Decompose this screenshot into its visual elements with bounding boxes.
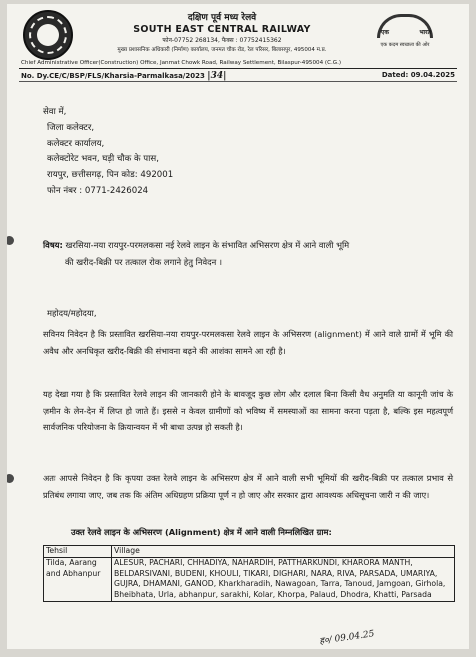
addressee-line: सेवा में, bbox=[43, 107, 67, 117]
header-divider bbox=[19, 68, 457, 69]
reference-text: No. Dy.CE/C/BSP/FLS/Kharsia-Parmalkasa/2023 bbox=[21, 72, 205, 80]
handwritten-signature: ह०/ 09.04.25 bbox=[318, 629, 376, 647]
subject-line: खरसिया-नया रायपुर-परमलकसा नई रेलवे लाइन के संभावित अभिसरण क्षेत्र में आने वाली भूमि bbox=[62, 240, 350, 250]
column-header-village: Village bbox=[112, 546, 455, 558]
logo-word-right: भारत bbox=[419, 29, 431, 36]
punch-hole bbox=[7, 474, 14, 483]
phone-fax-line: फोन-07752 268134, फैक्स : 07752415362 bbox=[162, 37, 282, 44]
table-header-row bbox=[44, 546, 455, 558]
reference-number bbox=[21, 71, 226, 81]
table-row bbox=[44, 557, 455, 601]
addressee-phone: फोन नंबर : 0771-2426024 bbox=[47, 185, 149, 196]
body-paragraph: यह देखा गया है कि प्रस्तावित रेलवे लाइन की जानकारी होने के बावजूद कुछ लोग और दलाल बिना किसी वैध अनुमति या कानूनी जांच के ज़मीन के लेन-देन में लिप्त हो जाते हैं। इससे न केवल ग्रामीणों को भविष्य में समस्याओं का सामना करना पड़ता है, बल्कि इस महत्वपूर्ण सार्वजनिक परियोजना के क्रियान्वयन में भी बाधा उत्पन्न हो सकती है। bbox=[43, 389, 453, 433]
punch-hole bbox=[7, 236, 14, 245]
addressee-line: कलेक्टोरेट भवन, घड़ी चौक के पास, bbox=[47, 154, 159, 165]
body-paragraph: अतः आपसे निवेदन है कि कृपया उक्त रेलवे लाइन के अभिसरण क्षेत्र में आने वाली सभी भूमियों की खरीद-बिक्री पर तत्काल प्रभाव से प्रतिबंध लगाया जाए, जब तक कि अंतिम अधिग्रहण प्रक्रिया पूर्ण न हो जाए और सरकार द्वारा आवश्यक अधिसूचना जारी न की जाए। bbox=[43, 473, 453, 500]
subject-line: की खरीद-बिक्री पर तत्काल रोक लगाने हेतु निवेदन । bbox=[65, 257, 223, 267]
body-paragraph: सविनय निवेदन है कि प्रस्तावित खरसिया-नया रायपुर-परमलकसा रेलवे लाइन के अभिसरण (alignment) में आने वाले ग्रामों में भूमि की अवैध और अनधिकृत खरीद-बिक्री की संभावना बढ़ने की आशंका सामने आ रही है। bbox=[43, 329, 453, 356]
letterhead bbox=[77, 10, 367, 53]
logo-tagline: एक कदम स्वच्छता की ओर bbox=[380, 42, 430, 48]
letter-page bbox=[7, 4, 469, 649]
village-table bbox=[43, 545, 455, 602]
office-address-hindi: मुख्य प्रशासनिक अधिकारी (निर्माण) कार्यालय, जनमत चौक रोड, रेल परिसर, बिलासपुर, 495004 म.प्र. bbox=[117, 47, 327, 53]
letter-date: Dated: 09.04.2025 bbox=[381, 71, 455, 79]
railway-name-english: SOUTH EAST CENTRAL RAILWAY bbox=[133, 24, 311, 35]
addressee-block bbox=[43, 105, 174, 200]
railway-logo bbox=[23, 10, 73, 60]
swachh-bharat-logo bbox=[371, 12, 439, 54]
salutation: महोदय/महोदया, bbox=[47, 308, 97, 318]
subject-label: विषय: bbox=[43, 240, 63, 250]
reference-divider bbox=[19, 81, 457, 82]
tehsil-cell: Tilda, Aarang and Abhanpur bbox=[44, 557, 112, 601]
logo-word-left: एक bbox=[381, 29, 389, 36]
village-list-cell: ALESUR, PACHARI, CHHADIYA, NAHARDIH, PATTHARKUNDI, KHARORA MANTH, BELDARSIVANI, BUDENI, KHOULI, TIKARI, DIGHARI, NARA, RIVA, PARSADA, UMARIYA, GUJRA, DHAMANI, GANOD, Kharkharadih, Nawagoan, Tarra, Tanoud, Jamgoan, Girhola, Bheibhata, Urla, abhanpur, sarakhi, Kolar, Khorpa, Palaud, Dhodra, Khatti, Parsada bbox=[112, 557, 455, 601]
addressee-line: रायपुर, छत्तीसगढ़, पिन कोड: 492001 bbox=[47, 170, 174, 181]
addressee-line: कलेक्टर कार्यालय, bbox=[47, 138, 105, 149]
subject-block bbox=[43, 237, 453, 271]
column-header-tehsil: Tehsil bbox=[44, 546, 112, 558]
railway-name-hindi: दक्षिण पूर्व मध्य रेलवे bbox=[187, 13, 257, 23]
addressee-line: जिला कलेक्टर, bbox=[47, 122, 95, 133]
office-address-english: Chief Administrative Officer(Construction) Office, Janmat Chowk Road, Railway Settlement, Bilaspur-495004 (C.G.) bbox=[21, 60, 342, 66]
reference-handwritten-number: |34| bbox=[207, 71, 227, 81]
village-table-title: उक्त रेलवे लाइन के अभिसरण (Alignment) क्षेत्र में आने वाली निम्नलिखित ग्राम: bbox=[71, 527, 332, 537]
